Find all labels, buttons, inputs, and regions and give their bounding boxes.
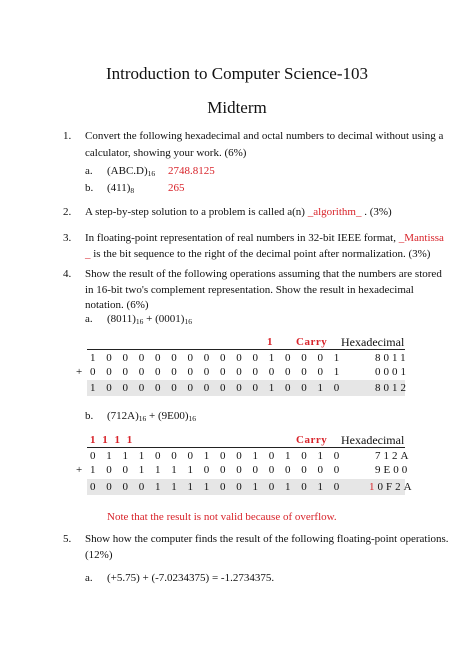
q1-line1: Convert the following hexadecimal and octal numbers to decimal without using a: [85, 130, 444, 142]
q3-line1: In floating-point representation of real numbers in 32-bit IEEE format, _Mantissa: [85, 232, 444, 244]
q1-b-label: b.: [85, 182, 94, 194]
table-b-row1: 0 1 1 1 0 0 0 1 0 0 1 0 1 0 1 0: [90, 450, 343, 462]
q3-number: 3.: [63, 232, 72, 244]
q1-a-answer: 2748.8125: [168, 165, 215, 177]
q5-a-label: a.: [85, 572, 93, 584]
table-a-row3: 1 0 0 0 0 0 0 0 0 0 0 1 0 0 1 0: [90, 382, 343, 394]
q1-b-expression: $(411)_8$: [107, 182, 135, 195]
q4-line3: notation. (6%): [85, 299, 149, 311]
table-a-carry-bits: 1: [267, 336, 273, 348]
overflow-note: Note that the result is not valid because of overflow.: [107, 511, 337, 523]
q4-number: 4.: [63, 268, 72, 280]
table-a-row1-hex: 8011: [375, 352, 409, 364]
table-b-row1-hex: 712A: [375, 450, 412, 462]
table-a-row3-hex: 8012: [375, 382, 409, 394]
q4-b-label: b.: [85, 410, 94, 422]
q4-a-label: a.: [85, 313, 93, 325]
q2-number: 2.: [63, 206, 72, 218]
table-a-carry-label: Carry: [296, 336, 328, 348]
table-b-row2-hex: 9E00: [375, 464, 411, 476]
page-title: Introduction to Computer Science-103: [105, 64, 369, 83]
q2-answer: _algorithm_: [307, 206, 362, 218]
q4-line1: Show the result of the following operations assuming that the numbers are stored: [85, 268, 442, 280]
q4-b-expression: $(712A)_{16} + (9E00)_{16}$: [107, 410, 197, 423]
table-a-hex-header: Hexadecimal: [341, 335, 405, 349]
q3-line2: _ is the bit sequence to the right of the decimal point after normalization. (3%): [85, 248, 431, 260]
table-b-carry-bits: 1 1 1 1: [90, 434, 135, 446]
table-b-row3-hex: 10F2A: [369, 481, 415, 493]
q5-number: 5.: [63, 533, 72, 545]
table-b-hex-header: Hexadecimal: [341, 433, 405, 447]
table-a-row2-hex: 0001: [375, 366, 409, 378]
q4-a-expression: $(8011)_{16} + (0001)_{16}$: [107, 313, 192, 326]
q1-a-expression: $(ABC.D)_{16}$: [107, 165, 156, 178]
table-b-carry-label: Carry: [296, 434, 328, 446]
table-a-plus: +: [76, 366, 86, 378]
q1-b-answer: 265: [168, 182, 185, 194]
table-b-top-rule: [87, 447, 405, 448]
page-subtitle: Midterm: [207, 98, 267, 117]
q5-line2: (12%): [85, 549, 113, 561]
table-a-row2: 0 0 0 0 0 0 0 0 0 0 0 0 0 0 0 1: [90, 366, 343, 378]
table-a-row1: 1 0 0 0 0 0 0 0 0 0 0 1 0 0 0 1: [90, 352, 343, 364]
q3-answer: _Mantissa: [398, 232, 444, 244]
q2-text: A step-by-step solution to a problem is called a(n) _algorithm_ . (3%): [85, 206, 392, 218]
q5-a-expression: (+5.75) + (-7.0234375) = -1.2734375.: [107, 572, 275, 584]
q4-line2: in 16-bit two's complement representation. Show the result in hexadecimal: [85, 284, 414, 296]
table-b-row2: 1 0 0 1 1 1 1 0 0 0 0 0 0 0 0 0: [90, 464, 343, 476]
table-a-top-rule: [87, 349, 405, 350]
q1-number: 1.: [63, 130, 72, 142]
q1-line2: calculator, showing your work. (6%): [85, 147, 247, 159]
q5-line1: Show how the computer finds the result of the following floating-point operations.: [85, 533, 449, 545]
table-b-row3: 0 0 0 0 1 1 1 1 0 0 1 0 1 0 1 0: [90, 481, 343, 493]
q1-a-label: a.: [85, 165, 93, 177]
table-b-plus: +: [76, 464, 86, 476]
